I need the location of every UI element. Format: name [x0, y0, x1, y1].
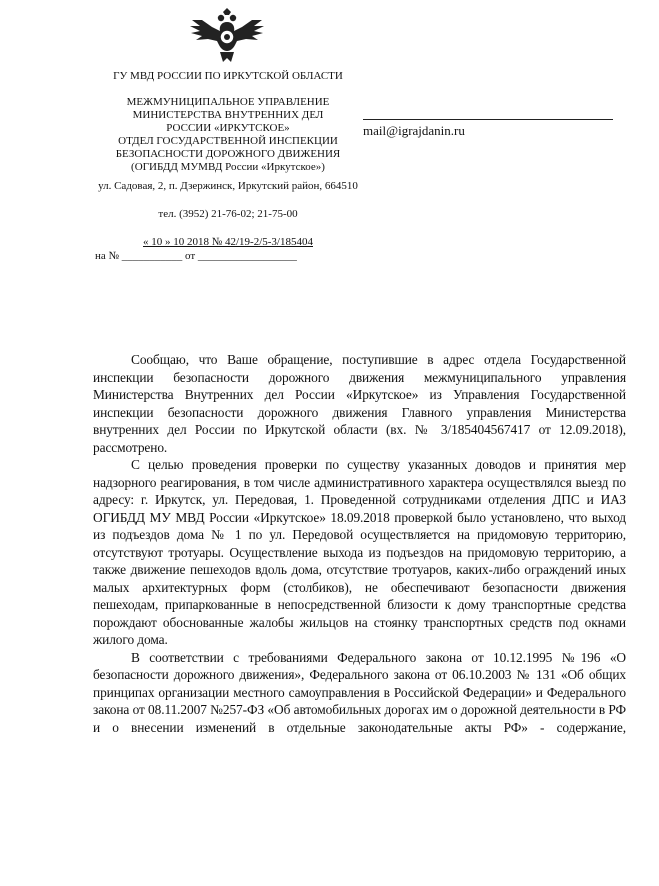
letter-paragraph: В соответствии с требованиями Федерального закона от 10.12.1995 №196 «О безопасности дорожного движения», Федерального закона от 06.10.2003 № 131 «Об общих принципах организации местного самоуправления в Российской Федерации» и Федерального закона от 08.11.2007 №257-ФЗ «Об автомобильных дорогах им о дорожной деятельности в РФ и о внесении изменений в отдельные законодательные акты РФ» - содержание, [93, 649, 626, 735]
outgoing-document-number: « 10 » 10 2018 № 42/19-2/5-3/185404 [143, 236, 313, 248]
mvd-emblem-icon [186, 8, 268, 64]
department-address: ул. Садовая, 2, п. Дзержинск, Иркутский район, 664510 [98, 180, 358, 192]
letter-body [93, 351, 626, 736]
department-phone: тел. (3952) 21-76-02; 21-75-00 [158, 208, 298, 220]
department-line: ОТДЕЛ ГОСУДАРСТВЕННОЙ ИНСПЕКЦИИ [118, 135, 338, 147]
letter-paragraph: С целью проведения проверки по существу указанных доводов и принятия мер надзорного реагирования, в том числе административного характера осуществлялся выезд по адресу: г. Иркутск, ул. Передовая, 1. Проведенной сотрудниками отделения ДПС и ИАЗ ОГИБДД МУ МВД России «Иркутское» 18.09.2018 проверкой было установлено, что выход из подъездов дома № 1 по ул. Передовой осуществляется на придомовую территорию, отсутствуют тротуары. Осуществление выхода из подъездов на придомовую территорию, а также движение пешеходов вдоль дома, отсутствие тротуаров, каких-либо ограждений иных малых архитектурных форм (столбиков), не обеспечивают безопасности движения пешеходам, припаркованные в непосредственной близости к дому транспортные средства порождают обоснованные жалобы жильцов на стоянку транспортных средств под окнами жилого дома. [93, 457, 626, 647]
recipient-blank-line [363, 119, 613, 120]
organization-title: ГУ МВД РОССИИ ПО ИРКУТСКОЙ ОБЛАСТИ [113, 70, 343, 82]
department-line: БЕЗОПАСНОСТИ ДОРОЖНОГО ДВИЖЕНИЯ [115, 148, 341, 160]
department-line: МИНИСТЕРСТВА ВНУТРЕННИХ ДЕЛ [132, 109, 324, 121]
department-line: МЕЖМУНИЦИПАЛЬНОЕ УПРАВЛЕНИЕ [126, 96, 330, 108]
recipient-email: mail@igrajdanin.ru [363, 123, 465, 138]
department-name [88, 96, 368, 174]
in-reply-to-reference: на № ___________ от __________________ [95, 250, 297, 262]
department-line: РОССИИ «ИРКУТСКОЕ» [166, 122, 290, 134]
department-line: (ОГИБДД МУМВД России «Иркутское») [131, 161, 325, 173]
letter-paragraph: Сообщаю, что Ваше обращение, поступившие в адрес отдела Государственной инспекции безопасности дорожного движения межмуниципального управления Министерства Внутренних дел России «Иркутское» из Управления Государственной инспекции безопасности дорожного движения Главного управления Министерства внутренних дел России по Иркутской области (вх. № 3/185404567417 от 12.09.2018), рассмотрено. [93, 352, 626, 455]
